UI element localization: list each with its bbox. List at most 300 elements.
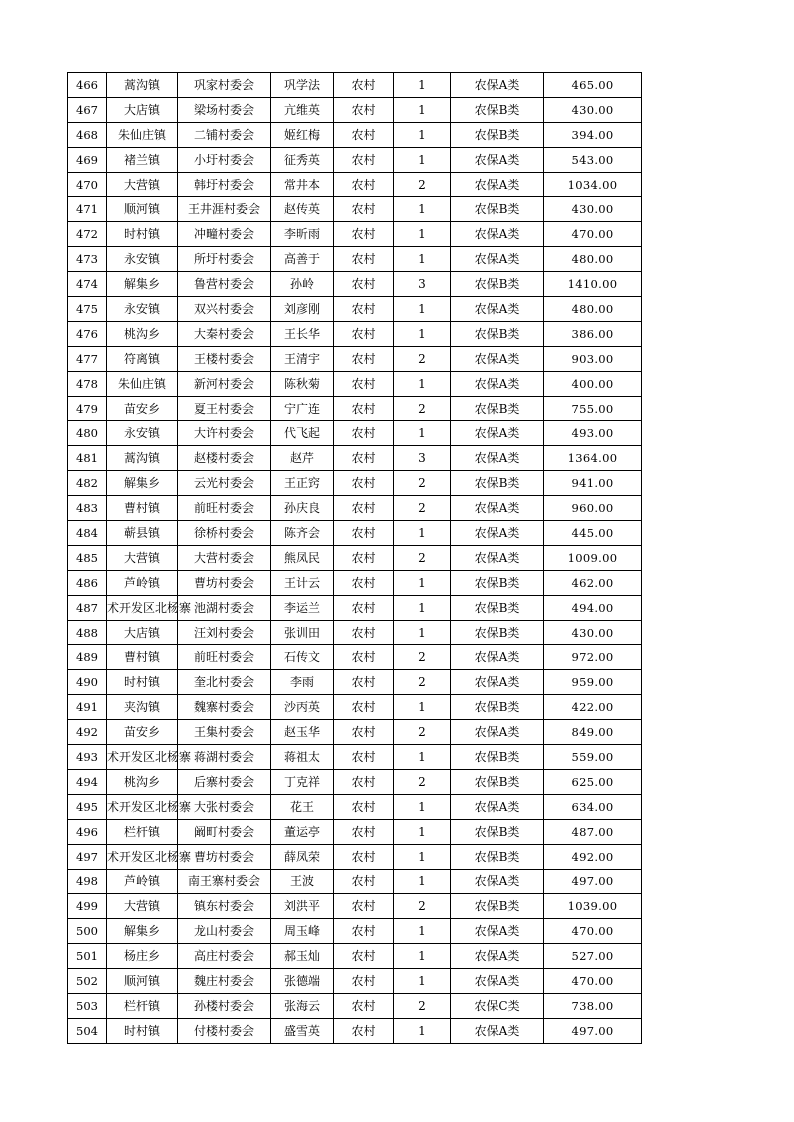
- table-row: [68, 172, 642, 197]
- village-committee-cell: 大营村委会: [178, 545, 271, 570]
- household-size-cell: 1: [394, 944, 451, 969]
- name-cell: 亢维英: [271, 97, 334, 122]
- village-committee-cell: 大秦村委会: [178, 321, 271, 346]
- amount-cell: 543.00: [544, 147, 642, 172]
- insurance-class-cell: 农保B类: [451, 396, 544, 421]
- area-type-cell: 农村: [334, 570, 394, 595]
- row-number-cell: 470: [68, 172, 107, 197]
- area-type-cell: 农村: [334, 371, 394, 396]
- area-type-cell: 农村: [334, 993, 394, 1018]
- table-row: [68, 769, 642, 794]
- insurance-class-cell: 农保B类: [451, 695, 544, 720]
- town-cell: 顺河镇: [107, 197, 178, 222]
- area-type-cell: 农村: [334, 321, 394, 346]
- area-type-cell: 农村: [334, 172, 394, 197]
- village-committee-cell: 徐桥村委会: [178, 521, 271, 546]
- village-committee-cell: 龙山村委会: [178, 919, 271, 944]
- village-committee-cell: 新河村委会: [178, 371, 271, 396]
- name-cell: 孙庆良: [271, 496, 334, 521]
- area-type-cell: 农村: [334, 919, 394, 944]
- town-cell: 曹村镇: [107, 496, 178, 521]
- table-row: [68, 844, 642, 869]
- table-row: [68, 321, 642, 346]
- name-cell: 沙丙英: [271, 695, 334, 720]
- amount-cell: 493.00: [544, 421, 642, 446]
- amount-cell: 1034.00: [544, 172, 642, 197]
- name-cell: 常井本: [271, 172, 334, 197]
- town-cell: 蕲县镇: [107, 521, 178, 546]
- town-cell: 褚兰镇: [107, 147, 178, 172]
- household-size-cell: 1: [394, 794, 451, 819]
- area-type-cell: 农村: [334, 869, 394, 894]
- area-type-cell: 农村: [334, 222, 394, 247]
- village-committee-cell: 所圩村委会: [178, 247, 271, 272]
- household-size-cell: 1: [394, 147, 451, 172]
- town-cell: 曹村镇: [107, 645, 178, 670]
- town-cell: 桃沟乡: [107, 321, 178, 346]
- insurance-class-cell: 农保A类: [451, 720, 544, 745]
- name-cell: 王清宇: [271, 346, 334, 371]
- name-cell: 盛雪英: [271, 1018, 334, 1043]
- insurance-class-cell: 农保A类: [451, 147, 544, 172]
- row-number-cell: 471: [68, 197, 107, 222]
- insurance-class-cell: 农保A类: [451, 371, 544, 396]
- village-committee-cell: 双兴村委会: [178, 297, 271, 322]
- village-committee-cell: 小圩村委会: [178, 147, 271, 172]
- insurance-class-cell: 农保A类: [451, 247, 544, 272]
- amount-cell: 903.00: [544, 346, 642, 371]
- row-number-cell: 468: [68, 122, 107, 147]
- insurance-class-cell: 农保A类: [451, 645, 544, 670]
- village-committee-cell: 前旺村委会: [178, 496, 271, 521]
- household-size-cell: 2: [394, 993, 451, 1018]
- insurance-class-cell: 农保A类: [451, 446, 544, 471]
- town-cell: 栏杆镇: [107, 819, 178, 844]
- insurance-class-cell: 农保A类: [451, 944, 544, 969]
- name-cell: 薛凤荣: [271, 844, 334, 869]
- row-number-cell: 495: [68, 794, 107, 819]
- row-number-cell: 479: [68, 396, 107, 421]
- row-number-cell: 494: [68, 769, 107, 794]
- table-row: [68, 73, 642, 98]
- town-cell: 苗安乡: [107, 720, 178, 745]
- area-type-cell: 农村: [334, 346, 394, 371]
- area-type-cell: 农村: [334, 944, 394, 969]
- row-number-cell: 487: [68, 595, 107, 620]
- table-row: [68, 570, 642, 595]
- household-size-cell: 2: [394, 396, 451, 421]
- household-size-cell: 2: [394, 346, 451, 371]
- area-type-cell: 农村: [334, 521, 394, 546]
- row-number-cell: 467: [68, 97, 107, 122]
- row-number-cell: 493: [68, 745, 107, 770]
- town-cell: 大店镇: [107, 620, 178, 645]
- amount-cell: 849.00: [544, 720, 642, 745]
- row-number-cell: 497: [68, 844, 107, 869]
- name-cell: 赵传英: [271, 197, 334, 222]
- area-type-cell: 农村: [334, 894, 394, 919]
- household-size-cell: 3: [394, 272, 451, 297]
- insurance-class-cell: 农保B类: [451, 122, 544, 147]
- name-cell: 李运兰: [271, 595, 334, 620]
- table-row: [68, 346, 642, 371]
- insurance-class-cell: 农保B类: [451, 197, 544, 222]
- area-type-cell: 农村: [334, 122, 394, 147]
- household-size-cell: 1: [394, 595, 451, 620]
- area-type-cell: 农村: [334, 720, 394, 745]
- town-cell: 解集乡: [107, 919, 178, 944]
- town-cell: 栏杆镇: [107, 993, 178, 1018]
- row-number-cell: 502: [68, 969, 107, 994]
- area-type-cell: 农村: [334, 147, 394, 172]
- amount-cell: 492.00: [544, 844, 642, 869]
- village-committee-cell: 王井涯村委会: [178, 197, 271, 222]
- household-size-cell: 1: [394, 73, 451, 98]
- household-size-cell: 1: [394, 222, 451, 247]
- household-size-cell: 1: [394, 521, 451, 546]
- insurance-class-cell: 农保A类: [451, 969, 544, 994]
- household-size-cell: 2: [394, 670, 451, 695]
- village-committee-cell: 冲疃村委会: [178, 222, 271, 247]
- name-cell: 石传文: [271, 645, 334, 670]
- table-row: [68, 247, 642, 272]
- table-row: [68, 595, 642, 620]
- town-cell: 桃沟乡: [107, 769, 178, 794]
- household-size-cell: 1: [394, 869, 451, 894]
- amount-cell: 1364.00: [544, 446, 642, 471]
- town-cell: 大营镇: [107, 894, 178, 919]
- name-cell: 赵芹: [271, 446, 334, 471]
- table-row: [68, 272, 642, 297]
- row-number-cell: 483: [68, 496, 107, 521]
- row-number-cell: 489: [68, 645, 107, 670]
- name-cell: 高善于: [271, 247, 334, 272]
- name-cell: 代飞起: [271, 421, 334, 446]
- town-cell: 术开发区北杨寨: [107, 794, 178, 819]
- amount-cell: 1410.00: [544, 272, 642, 297]
- row-number-cell: 503: [68, 993, 107, 1018]
- town-cell: 杨庄乡: [107, 944, 178, 969]
- area-type-cell: 农村: [334, 645, 394, 670]
- area-type-cell: 农村: [334, 471, 394, 496]
- amount-cell: 1009.00: [544, 545, 642, 570]
- town-cell: 朱仙庄镇: [107, 122, 178, 147]
- household-size-cell: 2: [394, 645, 451, 670]
- row-number-cell: 475: [68, 297, 107, 322]
- amount-cell: 755.00: [544, 396, 642, 421]
- amount-cell: 400.00: [544, 371, 642, 396]
- table-row: [68, 396, 642, 421]
- household-size-cell: 1: [394, 297, 451, 322]
- amount-cell: 487.00: [544, 819, 642, 844]
- town-cell: 术开发区北杨寨: [107, 745, 178, 770]
- town-cell: 永安镇: [107, 247, 178, 272]
- village-committee-cell: 奎北村委会: [178, 670, 271, 695]
- row-number-cell: 486: [68, 570, 107, 595]
- table-row: [68, 869, 642, 894]
- insurance-class-cell: 农保B类: [451, 769, 544, 794]
- row-number-cell: 466: [68, 73, 107, 98]
- row-number-cell: 501: [68, 944, 107, 969]
- village-committee-cell: 阚町村委会: [178, 819, 271, 844]
- household-size-cell: 1: [394, 247, 451, 272]
- amount-cell: 972.00: [544, 645, 642, 670]
- area-type-cell: 农村: [334, 595, 394, 620]
- town-cell: 时村镇: [107, 222, 178, 247]
- village-committee-cell: 韩圩村委会: [178, 172, 271, 197]
- village-committee-cell: 梁场村委会: [178, 97, 271, 122]
- household-size-cell: 3: [394, 446, 451, 471]
- town-cell: 大营镇: [107, 545, 178, 570]
- table-row: [68, 222, 642, 247]
- row-number-cell: 478: [68, 371, 107, 396]
- area-type-cell: 农村: [334, 396, 394, 421]
- area-type-cell: 农村: [334, 197, 394, 222]
- name-cell: 刘洪平: [271, 894, 334, 919]
- household-size-cell: 2: [394, 769, 451, 794]
- row-number-cell: 476: [68, 321, 107, 346]
- area-type-cell: 农村: [334, 73, 394, 98]
- name-cell: 李雨: [271, 670, 334, 695]
- village-committee-cell: 付楼村委会: [178, 1018, 271, 1043]
- roster-body: [68, 73, 642, 1044]
- village-committee-cell: 蒋湖村委会: [178, 745, 271, 770]
- household-size-cell: 1: [394, 620, 451, 645]
- name-cell: 征秀英: [271, 147, 334, 172]
- name-cell: 李昕雨: [271, 222, 334, 247]
- town-cell: 大店镇: [107, 97, 178, 122]
- table-row: [68, 944, 642, 969]
- roster-table: [67, 72, 642, 1044]
- amount-cell: 941.00: [544, 471, 642, 496]
- name-cell: 王波: [271, 869, 334, 894]
- table-row: [68, 545, 642, 570]
- household-size-cell: 1: [394, 969, 451, 994]
- amount-cell: 480.00: [544, 297, 642, 322]
- amount-cell: 430.00: [544, 97, 642, 122]
- town-cell: 顺河镇: [107, 969, 178, 994]
- area-type-cell: 农村: [334, 670, 394, 695]
- household-size-cell: 1: [394, 321, 451, 346]
- amount-cell: 559.00: [544, 745, 642, 770]
- name-cell: 熊凤民: [271, 545, 334, 570]
- area-type-cell: 农村: [334, 97, 394, 122]
- amount-cell: 634.00: [544, 794, 642, 819]
- row-number-cell: 500: [68, 919, 107, 944]
- row-number-cell: 491: [68, 695, 107, 720]
- village-committee-cell: 后寨村委会: [178, 769, 271, 794]
- name-cell: 丁克祥: [271, 769, 334, 794]
- village-committee-cell: 云光村委会: [178, 471, 271, 496]
- village-committee-cell: 镇东村委会: [178, 894, 271, 919]
- town-cell: 符离镇: [107, 346, 178, 371]
- insurance-class-cell: 农保B类: [451, 97, 544, 122]
- row-number-cell: 484: [68, 521, 107, 546]
- area-type-cell: 农村: [334, 769, 394, 794]
- table-row: [68, 297, 642, 322]
- amount-cell: 494.00: [544, 595, 642, 620]
- household-size-cell: 1: [394, 695, 451, 720]
- row-number-cell: 472: [68, 222, 107, 247]
- insurance-class-cell: 农保B类: [451, 819, 544, 844]
- row-number-cell: 481: [68, 446, 107, 471]
- name-cell: 周玉峰: [271, 919, 334, 944]
- household-size-cell: 1: [394, 844, 451, 869]
- table-row: [68, 147, 642, 172]
- amount-cell: 422.00: [544, 695, 642, 720]
- table-row: [68, 521, 642, 546]
- insurance-class-cell: 农保B类: [451, 894, 544, 919]
- village-committee-cell: 赵楼村委会: [178, 446, 271, 471]
- insurance-class-cell: 农保A类: [451, 545, 544, 570]
- amount-cell: 738.00: [544, 993, 642, 1018]
- insurance-class-cell: 农保A类: [451, 919, 544, 944]
- name-cell: 张训田: [271, 620, 334, 645]
- table-row: [68, 745, 642, 770]
- insurance-class-cell: 农保B类: [451, 620, 544, 645]
- area-type-cell: 农村: [334, 1018, 394, 1043]
- insurance-class-cell: 农保A类: [451, 346, 544, 371]
- table-row: [68, 446, 642, 471]
- table-row: [68, 471, 642, 496]
- insurance-class-cell: 农保A类: [451, 421, 544, 446]
- area-type-cell: 农村: [334, 247, 394, 272]
- area-type-cell: 农村: [334, 969, 394, 994]
- area-type-cell: 农村: [334, 545, 394, 570]
- amount-cell: 386.00: [544, 321, 642, 346]
- table-row: [68, 720, 642, 745]
- amount-cell: 394.00: [544, 122, 642, 147]
- area-type-cell: 农村: [334, 844, 394, 869]
- table-row: [68, 645, 642, 670]
- table-row: [68, 371, 642, 396]
- amount-cell: 625.00: [544, 769, 642, 794]
- village-committee-cell: 王集村委会: [178, 720, 271, 745]
- row-number-cell: 469: [68, 147, 107, 172]
- amount-cell: 960.00: [544, 496, 642, 521]
- insurance-class-cell: 农保B类: [451, 570, 544, 595]
- name-cell: 陈齐会: [271, 521, 334, 546]
- village-committee-cell: 大许村委会: [178, 421, 271, 446]
- household-size-cell: 1: [394, 570, 451, 595]
- village-committee-cell: 曹坊村委会: [178, 844, 271, 869]
- village-committee-cell: 魏寨村委会: [178, 695, 271, 720]
- insurance-class-cell: 农保A类: [451, 297, 544, 322]
- town-cell: 解集乡: [107, 272, 178, 297]
- name-cell: 董运亭: [271, 819, 334, 844]
- amount-cell: 462.00: [544, 570, 642, 595]
- insurance-class-cell: 农保A类: [451, 73, 544, 98]
- household-size-cell: 1: [394, 421, 451, 446]
- name-cell: 宁广连: [271, 396, 334, 421]
- village-committee-cell: 巩家村委会: [178, 73, 271, 98]
- insurance-class-cell: 农保B类: [451, 272, 544, 297]
- household-size-cell: 1: [394, 97, 451, 122]
- insurance-class-cell: 农保B类: [451, 595, 544, 620]
- table-row: [68, 819, 642, 844]
- name-cell: 孙岭: [271, 272, 334, 297]
- table-row: [68, 894, 642, 919]
- area-type-cell: 农村: [334, 421, 394, 446]
- amount-cell: 480.00: [544, 247, 642, 272]
- town-cell: 时村镇: [107, 670, 178, 695]
- amount-cell: 1039.00: [544, 894, 642, 919]
- household-size-cell: 1: [394, 371, 451, 396]
- name-cell: 陈秋菊: [271, 371, 334, 396]
- town-cell: 永安镇: [107, 297, 178, 322]
- area-type-cell: 农村: [334, 819, 394, 844]
- name-cell: 张海云: [271, 993, 334, 1018]
- table-row: [68, 197, 642, 222]
- village-committee-cell: 王楼村委会: [178, 346, 271, 371]
- household-size-cell: 2: [394, 471, 451, 496]
- amount-cell: 470.00: [544, 222, 642, 247]
- household-size-cell: 1: [394, 122, 451, 147]
- table-row: [68, 969, 642, 994]
- row-number-cell: 504: [68, 1018, 107, 1043]
- name-cell: 蒋祖太: [271, 745, 334, 770]
- town-cell: 解集乡: [107, 471, 178, 496]
- town-cell: 永安镇: [107, 421, 178, 446]
- insurance-class-cell: 农保A类: [451, 869, 544, 894]
- household-size-cell: 2: [394, 894, 451, 919]
- insurance-class-cell: 农保B类: [451, 745, 544, 770]
- household-size-cell: 2: [394, 496, 451, 521]
- name-cell: 刘彦刚: [271, 297, 334, 322]
- town-cell: 夹沟镇: [107, 695, 178, 720]
- household-size-cell: 1: [394, 919, 451, 944]
- town-cell: 术开发区北杨寨: [107, 595, 178, 620]
- table-row: [68, 122, 642, 147]
- insurance-class-cell: 农保B类: [451, 844, 544, 869]
- amount-cell: 497.00: [544, 1018, 642, 1043]
- name-cell: 王正窍: [271, 471, 334, 496]
- household-size-cell: 2: [394, 545, 451, 570]
- name-cell: 巩学法: [271, 73, 334, 98]
- amount-cell: 430.00: [544, 620, 642, 645]
- amount-cell: 470.00: [544, 919, 642, 944]
- area-type-cell: 农村: [334, 620, 394, 645]
- household-size-cell: 1: [394, 197, 451, 222]
- area-type-cell: 农村: [334, 794, 394, 819]
- area-type-cell: 农村: [334, 496, 394, 521]
- name-cell: 张德端: [271, 969, 334, 994]
- row-number-cell: 485: [68, 545, 107, 570]
- household-size-cell: 1: [394, 1018, 451, 1043]
- area-type-cell: 农村: [334, 446, 394, 471]
- row-number-cell: 482: [68, 471, 107, 496]
- household-size-cell: 1: [394, 819, 451, 844]
- area-type-cell: 农村: [334, 297, 394, 322]
- village-committee-cell: 曹坊村委会: [178, 570, 271, 595]
- insurance-class-cell: 农保A类: [451, 222, 544, 247]
- row-number-cell: 498: [68, 869, 107, 894]
- row-number-cell: 480: [68, 421, 107, 446]
- table-row: [68, 919, 642, 944]
- table-row: [68, 794, 642, 819]
- insurance-class-cell: 农保B类: [451, 471, 544, 496]
- village-committee-cell: 南王寨村委会: [178, 869, 271, 894]
- insurance-class-cell: 农保A类: [451, 496, 544, 521]
- town-cell: 蒿沟镇: [107, 73, 178, 98]
- village-committee-cell: 前旺村委会: [178, 645, 271, 670]
- table-row: [68, 421, 642, 446]
- village-committee-cell: 鲁营村委会: [178, 272, 271, 297]
- amount-cell: 497.00: [544, 869, 642, 894]
- table-row: [68, 670, 642, 695]
- row-number-cell: 477: [68, 346, 107, 371]
- amount-cell: 959.00: [544, 670, 642, 695]
